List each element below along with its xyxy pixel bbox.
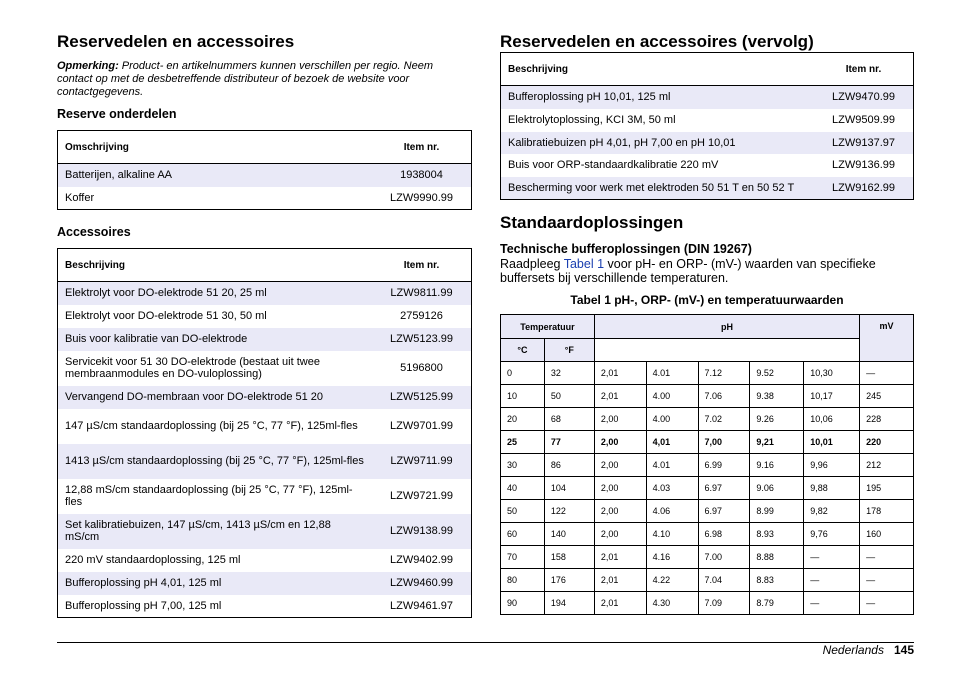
table-cell: 9,76 — [804, 523, 860, 546]
table-row — [501, 592, 914, 615]
row-description: Bescherming voor werk met elektroden 50 51 T en 50 52 T — [501, 177, 815, 200]
table-cell: 212 — [860, 454, 914, 477]
buffer-subheading: Technische bufferoplossingen (DIN 19267) — [500, 242, 752, 256]
row-description: Elektrolyt voor DO-elektrode 51 30, 50 ml — [65, 310, 267, 322]
row-description: 12,88 mS/cm standaardoplossing (bij 25 °C, 77 °F), 125ml-fles — [65, 484, 353, 508]
table-cell: 9.06 — [750, 477, 804, 500]
table-cell: — — [804, 569, 860, 592]
row-item-number: LZW9460.99 — [372, 572, 472, 595]
table-cell: 7.12 — [698, 362, 750, 385]
table-cell: 9,88 — [804, 477, 860, 500]
table-cell: 4.22 — [646, 569, 698, 592]
table-cell: 245 — [860, 385, 914, 408]
continued-table — [500, 52, 914, 200]
table-cell: 194 — [544, 592, 594, 615]
table-cell: 32 — [544, 362, 594, 385]
table-cell: 220 — [860, 431, 914, 454]
spare-parts-table — [57, 130, 472, 210]
table-cell: 10,17 — [804, 385, 860, 408]
table-row — [501, 431, 914, 454]
table-cell: 10,01 — [804, 431, 860, 454]
table-row — [501, 132, 914, 154]
left-title: Reservedelen en accessoires — [57, 32, 295, 51]
table-row — [501, 408, 914, 431]
col-item: Item nr. — [372, 131, 472, 164]
row-description: Bufferoplossing pH 4,01, 125 ml — [58, 572, 373, 595]
col-item: Item nr. — [372, 249, 472, 282]
row-item-number: 2759126 — [400, 310, 443, 322]
footer-language: Nederlands — [822, 643, 884, 657]
row-item-number: LZW9402.99 — [390, 554, 453, 566]
table-cell: 0 — [501, 362, 545, 385]
row-description: Vervangend DO-membraan voor DO-elektrode 51 20 — [58, 386, 373, 409]
table-row — [58, 164, 472, 187]
row-item-number: LZW9162.99 — [814, 177, 914, 200]
header-fahrenheit: °F — [544, 339, 594, 362]
row-description: Buis voor ORP-standaardkalibratie 220 mV — [508, 159, 719, 171]
header-ph: pH — [594, 315, 859, 339]
table-cell: 140 — [544, 523, 594, 546]
table-cell: 158 — [544, 546, 594, 569]
row-item-number: LZW9137.97 — [814, 132, 914, 154]
row-item-number: LZW9136.99 — [832, 159, 895, 171]
table-row — [58, 386, 472, 409]
table-cell: 2,00 — [594, 523, 646, 546]
row-item-number: LZW9990.99 — [390, 191, 453, 204]
table-cell: 40 — [501, 477, 545, 500]
table-row — [58, 409, 472, 444]
table-row — [58, 479, 472, 514]
table-cell: 6.97 — [698, 500, 750, 523]
footer-rule — [57, 642, 914, 643]
table-row — [58, 572, 472, 595]
row-item-number: LZW9711.99 — [372, 444, 472, 479]
table-link[interactable]: Tabel 1 — [563, 257, 605, 271]
row-item-number: LZW5123.99 — [372, 328, 472, 351]
table-cell: 2,01 — [594, 546, 646, 569]
table-cell: 9.16 — [750, 454, 804, 477]
table-cell: 4.10 — [646, 523, 698, 546]
row-item-number: LZW5125.99 — [372, 386, 472, 409]
col-desc: Beschrijving — [58, 249, 373, 282]
table-cell: 2,00 — [594, 431, 646, 454]
row-description: Servicekit voor 51 30 DO-elektrode (bestaat uit twee membraanmodules en DO-vuloplossing) — [65, 356, 320, 380]
table-caption: Tabel 1 pH-, ORP- (mV-) en temperatuurwaarden — [570, 293, 844, 307]
table-cell: — — [860, 546, 914, 569]
row-description: Bufferoplossing pH 7,00, 125 ml — [65, 599, 222, 612]
table-cell: 4.16 — [646, 546, 698, 569]
table-cell: 90 — [501, 592, 545, 615]
table-cell: 25 — [501, 431, 545, 454]
table-cell: 4.01 — [646, 454, 698, 477]
table-cell: 7.00 — [698, 546, 750, 569]
table-cell: 7.09 — [698, 592, 750, 615]
table-row — [58, 187, 472, 210]
table-cell: 104 — [544, 477, 594, 500]
header-ph-blank — [594, 339, 859, 362]
table-row — [501, 477, 914, 500]
table-cell: — — [860, 592, 914, 615]
table-row — [501, 454, 914, 477]
table-row — [501, 86, 914, 109]
row-item-number: 1938004 — [372, 164, 472, 187]
spare-parts-heading: Reserve onderdelen — [57, 107, 177, 121]
table-cell: 4.00 — [646, 385, 698, 408]
table-cell: 20 — [501, 408, 545, 431]
table-row — [501, 362, 914, 385]
table-cell: 2,00 — [594, 408, 646, 431]
table-cell: 9,21 — [750, 431, 804, 454]
table-row — [58, 328, 472, 351]
row-item-number: LZW9811.99 — [372, 282, 472, 305]
table-cell: 8.99 — [750, 500, 804, 523]
note — [57, 60, 457, 99]
table-cell: 178 — [860, 500, 914, 523]
col-item: Item nr. — [814, 53, 914, 86]
col-desc: Omschrijving — [58, 131, 373, 164]
row-description: Bufferoplossing pH 10,01, 125 ml — [501, 86, 815, 109]
table-cell: 50 — [544, 385, 594, 408]
table-cell: 4,01 — [646, 431, 698, 454]
table-cell: 10,06 — [804, 408, 860, 431]
row-description: Set kalibratiebuizen, 147 µS/cm, 1413 µS/cm en 12,88 mS/cm — [58, 514, 373, 549]
table-cell: 7.06 — [698, 385, 750, 408]
table-cell: 9.26 — [750, 408, 804, 431]
accessories-table — [57, 248, 472, 618]
header-mv: mV — [860, 315, 914, 362]
row-description: Koffer — [65, 191, 95, 204]
table-cell: 8.93 — [750, 523, 804, 546]
header-celsius: °C — [501, 339, 545, 362]
row-item-number: LZW9721.99 — [390, 490, 453, 502]
table-cell: 2,01 — [594, 385, 646, 408]
table-row — [501, 177, 914, 200]
row-description: 147 µS/cm standaardoplossing (bij 25 °C, 77 °F), 125ml-fles — [65, 420, 358, 432]
table-row — [58, 549, 472, 572]
table-cell: 8.79 — [750, 592, 804, 615]
table-cell: 2,01 — [594, 569, 646, 592]
table-cell: 2,00 — [594, 500, 646, 523]
table-cell: 9.38 — [750, 385, 804, 408]
table-row — [58, 282, 472, 305]
table-cell: 2,01 — [594, 592, 646, 615]
table-cell: 4.01 — [646, 362, 698, 385]
row-description: Elektrolytoplossing, KCI 3M, 50 ml — [508, 114, 676, 126]
row-item-number: LZW9461.97 — [390, 599, 453, 612]
table-row — [501, 154, 914, 177]
table-cell: 8.83 — [750, 569, 804, 592]
table-cell: 30 — [501, 454, 545, 477]
table-cell: 4.00 — [646, 408, 698, 431]
table-row — [501, 569, 914, 592]
header-temperature: Temperatuur — [501, 315, 595, 339]
table-cell: — — [804, 546, 860, 569]
row-description: Kalibratiebuizen pH 4,01, pH 7,00 en pH 10,01 — [501, 132, 815, 154]
table-cell: 160 — [860, 523, 914, 546]
accessories-heading: Accessoires — [57, 225, 131, 239]
page-number: 145 — [893, 643, 914, 657]
paragraph-post: voor pH- en ORP- (mV-) waarden van specifieke buffersets bij verschillende temperaturen. — [500, 257, 876, 285]
table-cell: — — [860, 569, 914, 592]
row-description: 220 mV standaardoplossing, 125 ml — [65, 554, 241, 566]
paragraph-pre: Raadpleeg — [500, 257, 564, 271]
table-row — [501, 385, 914, 408]
table-cell: 10,30 — [804, 362, 860, 385]
row-description: Buis voor kalibratie van DO-elektrode — [58, 328, 373, 351]
table-cell: 6.98 — [698, 523, 750, 546]
table-row — [58, 514, 472, 549]
table-cell: 2,00 — [594, 454, 646, 477]
table-cell: — — [804, 592, 860, 615]
table-cell: 9,82 — [804, 500, 860, 523]
col-desc: Beschrijving — [501, 53, 815, 86]
row-description: Batterijen, alkaline AA — [58, 164, 373, 187]
table-row — [501, 523, 914, 546]
row-description: Elektrolyt voor DO-elektrode 51 20, 25 ml — [58, 282, 373, 305]
row-item-number: LZW9138.99 — [372, 514, 472, 549]
footer — [823, 643, 914, 657]
table-cell: 8.88 — [750, 546, 804, 569]
table-cell: 70 — [501, 546, 545, 569]
table-cell: 4.06 — [646, 500, 698, 523]
table-cell: 176 — [544, 569, 594, 592]
table-row — [58, 595, 472, 618]
row-item-number: LZW9701.99 — [390, 420, 453, 432]
table-cell: 2,01 — [594, 362, 646, 385]
table-cell: 9,96 — [804, 454, 860, 477]
table-cell: 68 — [544, 408, 594, 431]
note-label: Opmerking: — [57, 60, 119, 72]
table-cell: 7.04 — [698, 569, 750, 592]
table-cell: 7.02 — [698, 408, 750, 431]
right-title: Reservedelen en accessoires (vervolg) — [500, 32, 814, 51]
table-cell: 6.97 — [698, 477, 750, 500]
table-cell: 6.99 — [698, 454, 750, 477]
table-cell: 4.03 — [646, 477, 698, 500]
buffer-paragraph — [500, 257, 914, 285]
table-cell: 9.52 — [750, 362, 804, 385]
table-cell: 195 — [860, 477, 914, 500]
table-cell: 4.30 — [646, 592, 698, 615]
table-row — [501, 546, 914, 569]
table-row — [58, 351, 472, 386]
table-cell: 10 — [501, 385, 545, 408]
row-item-number: LZW9470.99 — [814, 86, 914, 109]
row-item-number: LZW9509.99 — [832, 114, 895, 126]
table-cell: 77 — [544, 431, 594, 454]
table-row — [58, 305, 472, 328]
table-cell: 2,00 — [594, 477, 646, 500]
row-description: 1413 µS/cm standaardoplossing (bij 25 °C, 77 °F), 125ml-fles — [58, 444, 373, 479]
ph-orp-table — [500, 314, 914, 615]
table-cell: 50 — [501, 500, 545, 523]
table-row — [501, 109, 914, 132]
standard-solutions-title: Standaardoplossingen — [500, 213, 684, 232]
table-row — [58, 444, 472, 479]
table-cell: 86 — [544, 454, 594, 477]
row-item-number: 5196800 — [400, 362, 443, 374]
note-text: Product- en artikelnummers kunnen verschillen per regio. Neem contact op met de desbetreffende distributeur of bezoek de website voor contactgegevens. — [57, 60, 433, 98]
table-cell: 80 — [501, 569, 545, 592]
table-cell: 122 — [544, 500, 594, 523]
table-cell: — — [860, 362, 914, 385]
table-cell: 7,00 — [698, 431, 750, 454]
table-row — [501, 500, 914, 523]
table-cell: 228 — [860, 408, 914, 431]
table-cell: 60 — [501, 523, 545, 546]
